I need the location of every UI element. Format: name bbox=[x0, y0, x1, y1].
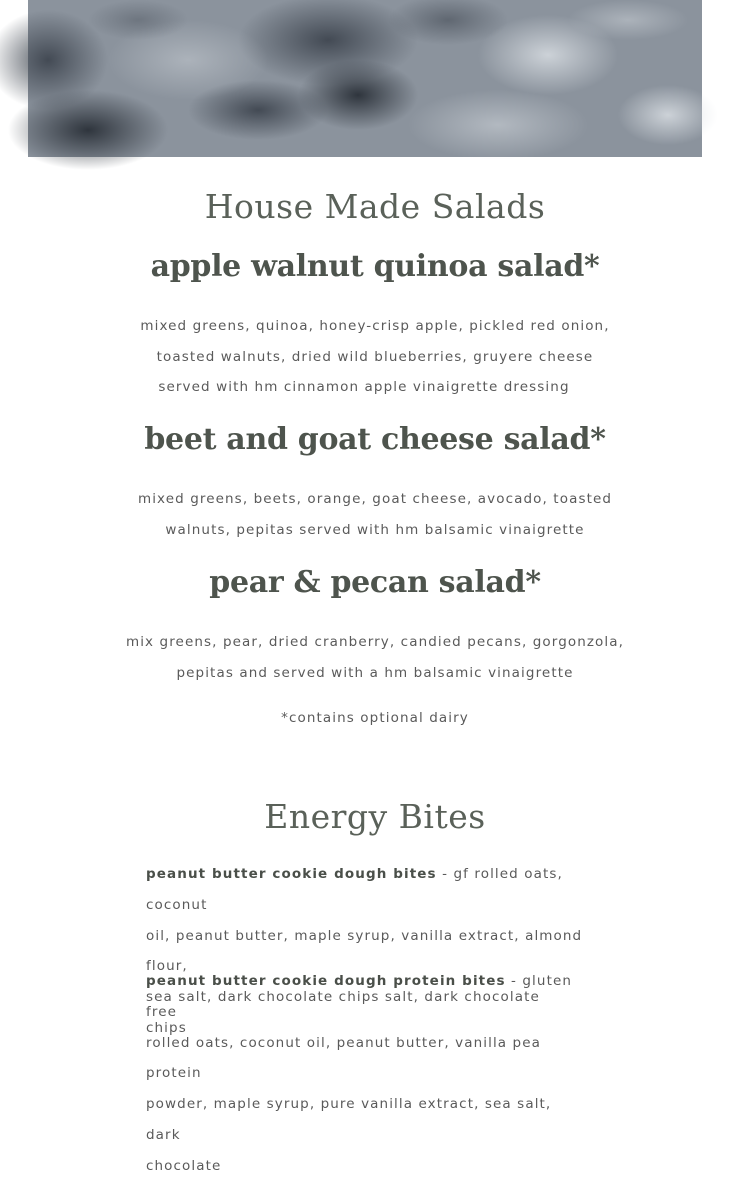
energy-bite-text: gluten free bbox=[146, 973, 573, 1020]
description-line: mix greens, pear, dried cranberry, candied pecans, gorgonzola, bbox=[125, 634, 625, 650]
salads-section-title: House Made Salads bbox=[204, 187, 546, 226]
energy-bite-text: gf rolled oats, coconut bbox=[146, 866, 563, 913]
salad-item-title-wrap bbox=[0, 565, 750, 600]
description-line: mixed greens, quinoa, honey-crisp apple, pickled red onion, bbox=[140, 318, 610, 334]
energy-bite-line: sea salt, dark chocolate chips salt, dark chocolate chips bbox=[146, 989, 540, 1036]
energy-bite-line bbox=[146, 966, 586, 1028]
description-line: walnuts, pepitas served with hm balsamic vinaigrette bbox=[165, 521, 585, 538]
salad-item-title: apple walnut quinoa salad* bbox=[150, 249, 600, 284]
energy-bite-separator: - bbox=[436, 866, 454, 882]
energy-bite-line: powder, maple syrup, pure vanilla extract, sea salt, dark bbox=[146, 1096, 552, 1143]
energy-bite-line: chocolate bbox=[146, 1157, 222, 1174]
salad-item-title: beet and goat cheese salad* bbox=[144, 422, 606, 457]
description-line: pepitas and served with a hm balsamic vinaigrette bbox=[176, 664, 574, 681]
salad-item-description bbox=[0, 311, 750, 403]
energy-bite-item bbox=[146, 966, 586, 1182]
energy-bite-name: peanut butter cookie dough bites bbox=[146, 866, 437, 882]
energy-bite-line: rolled oats, coconut oil, peanut butter, vanilla pea protein bbox=[146, 1034, 542, 1082]
energy-bite-line: oil, peanut butter, maple syrup, vanilla extract, almond flour, bbox=[146, 927, 583, 975]
salad-item-title: pear & pecan salad* bbox=[209, 565, 541, 600]
energy-bite-line bbox=[146, 859, 586, 921]
description-line: mixed greens, beets, orange, goat cheese, avocado, toasted bbox=[137, 491, 613, 507]
salad-item-description bbox=[0, 627, 750, 688]
energy-bites-title-wrap bbox=[0, 797, 750, 836]
salad-item-description bbox=[0, 484, 750, 545]
dairy-note-wrap bbox=[0, 710, 750, 726]
hero-image bbox=[28, 0, 702, 157]
salads-section-title-wrap bbox=[0, 187, 750, 226]
description-line: toasted walnuts, dried wild blueberries, gruyere cheese bbox=[156, 348, 594, 365]
energy-bite-name: peanut butter cookie dough protein bites bbox=[146, 973, 506, 989]
salad-item-title-wrap bbox=[0, 422, 750, 457]
energy-bites-section-title: Energy Bites bbox=[264, 797, 486, 836]
salad-item-title-wrap bbox=[0, 249, 750, 284]
energy-bite-separator: - bbox=[505, 973, 523, 989]
dairy-note: *contains optional dairy bbox=[281, 710, 469, 726]
description-line: served with hm cinnamon apple vinaigrette dressing bbox=[158, 379, 570, 396]
